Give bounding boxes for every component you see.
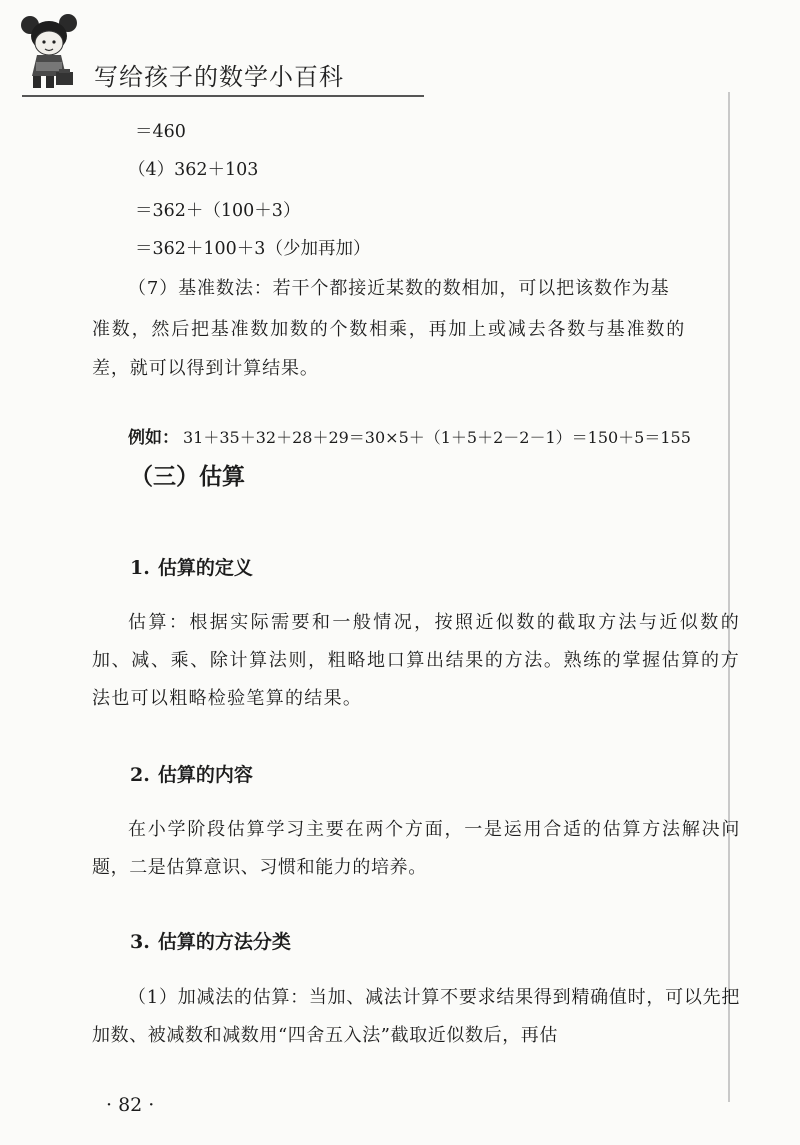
calc-line: ＝362＋（100＋3） [135,201,301,221]
subsection-number: 2. [130,764,150,786]
subsection-number: 3. [130,931,150,953]
calc-line: （4）362＋103 [128,160,259,180]
paragraph: 在小学阶段估算学习主要在两个方面，一是运用合适的估算方法解决问题，二是估算意识、习惯和能力的培养。 [92,819,740,878]
subsection-title-text: 估算的方法分类 [157,931,291,953]
page-header [20,10,460,100]
calc-line: ＝460 [135,122,186,142]
subsection-title [130,927,291,954]
example-expression: 31＋35＋32＋28＋29＝30×5＋（1＋5＋2－2－1）＝150＋5＝155 [183,428,691,447]
calc-line: ＝362＋100＋3（少加再加） [135,239,371,259]
method7-line: 准数，然后把基准数加数的个数相乘，再加上或减去各数与基准数的 [92,319,686,340]
subsection-title-text: 估算的定义 [157,557,253,579]
paragraph: 估算：根据实际需要和一般情况，按照近似数的截取方法与近似数的加、减、乘、除计算法则，粗略地口算出结果的方法。熟练的掌握估算的方法也可以粗略检验笔算的结果。 [92,612,740,709]
girl-mascot-icon [20,10,94,92]
page-number: · 82 · [106,1094,155,1116]
example-label: 例如： [128,428,179,448]
subsection-title [130,553,253,580]
method7-line: （7）基准数法：若干个都接近某数的数相加，可以把该数作为基 [128,278,670,299]
example-line [128,423,691,448]
subsection-title [130,760,253,787]
section-title: （三）估算 [130,464,245,490]
book-title: 写给孩子的数学小百科 [94,63,344,91]
header-rule [22,95,424,97]
subsection-number: 1. [130,557,150,579]
subsection-title-text: 估算的内容 [157,764,253,786]
method7-line: 差，就可以得到计算结果。 [92,358,319,379]
paragraph: （1）加减法的估算：当加、减法计算不要求结果得到精确值时，可以先把加数、被减数和减数用“四舍五入法”截取近似数后，再估 [92,987,740,1046]
margin-rule [728,92,730,1102]
